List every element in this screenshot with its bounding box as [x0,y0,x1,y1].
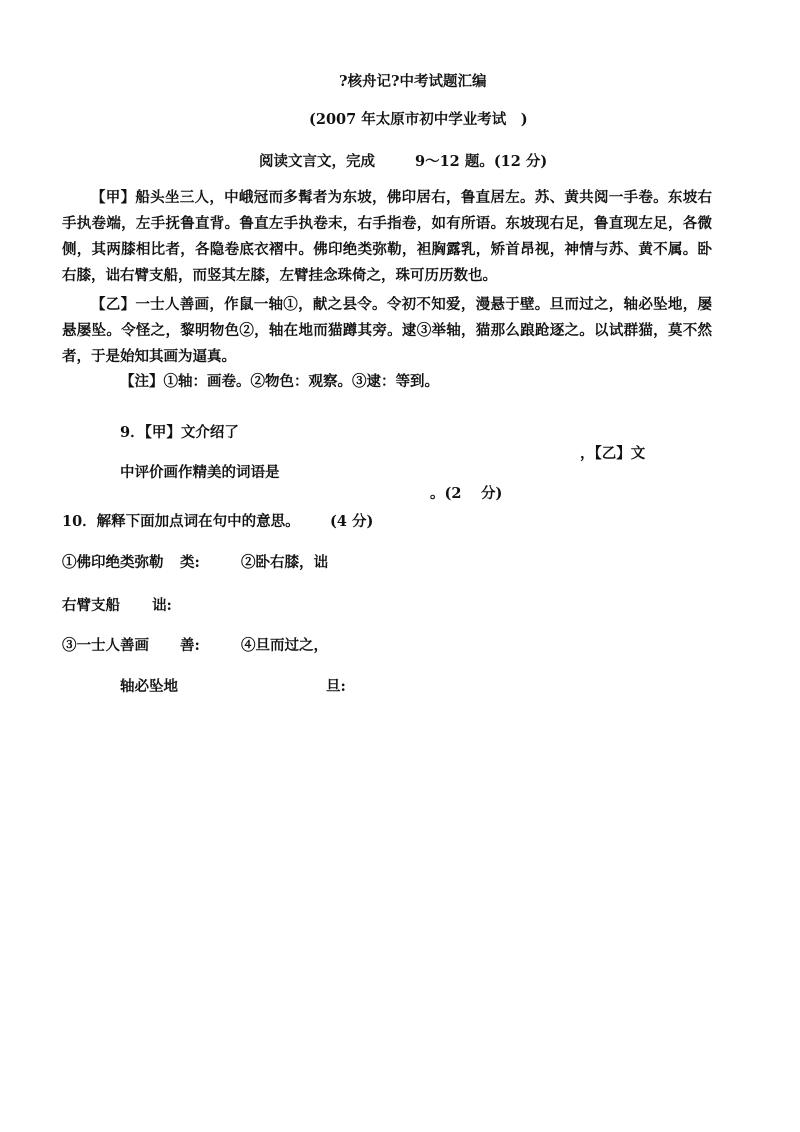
passage-a: 【甲】船头坐三人，中峨冠而多髯者为东坡，佛印居右，鲁直居左。苏、黄共阅一手卷。东坡右手执卷端，左手抚鲁直背。鲁直左手执卷末，右手指卷，如有所语。东坡现右足，鲁直现左足，各微侧，其两膝相比者，各隐卷底衣褶中。佛印绝类弥勒，袒胸露乳，矫首昂视，神情与苏、黄不属。卧右膝，诎右臂支船，而竖其左膝，左臂挂念珠倚之，珠可历历数也。 [62,189,712,284]
question-10-item3-word: 善: [180,637,200,654]
question-10-item2: ②卧右膝，诎 [241,554,328,571]
question-10-item2-word: 诎: [152,597,172,614]
exam-source: (2007 年太原市初中学业考试 ) [309,111,528,128]
question-9-part3: 中评价画作精美的词语是 [120,464,280,481]
instruction-range: 9～12 题。(12 分) [415,153,548,170]
question-10-item4-word: 旦: [326,678,346,695]
question-10-item1-word: 类: [180,554,200,571]
question-9-score: 。(2 分) [430,485,503,502]
question-10-item2-cont: 右臂支船 [62,597,120,614]
question-10-stem: 10．解释下面加点词在句中的意思。 [62,513,300,530]
question-9-part1: 9．【甲】文介绍了 [120,424,239,441]
question-10-item1: ①佛印绝类弥勒 [62,554,164,571]
annotation-note: 【注】①轴：画卷。②物色：观察。③逮：等到。 [120,373,439,390]
question-9-part2: ，【乙】文 [580,445,646,462]
question-10-score: (4 分) [330,513,374,530]
passage-b: 【乙】一士人善画，作鼠一轴①，献之县令。令初不知爱，漫悬于壁。旦而过之，轴必坠地，屡悬屡坠。令怪之，黎明物色②，轴在地而猫蹲其旁。逮③举轴，猫那么踉跄逐之。以试群猫，莫不然者，于是始知其画为逼真。 [62,296,712,365]
question-10-item4-cont: 轴必坠地 [120,678,178,695]
question-10-item3: ③一士人善画 [62,637,149,654]
instruction-text: 阅读文言文，完成 [259,153,375,170]
document-title: ?核舟记?中考试题汇编 [339,73,487,90]
question-10-item4: ④旦而过之， [241,637,328,654]
